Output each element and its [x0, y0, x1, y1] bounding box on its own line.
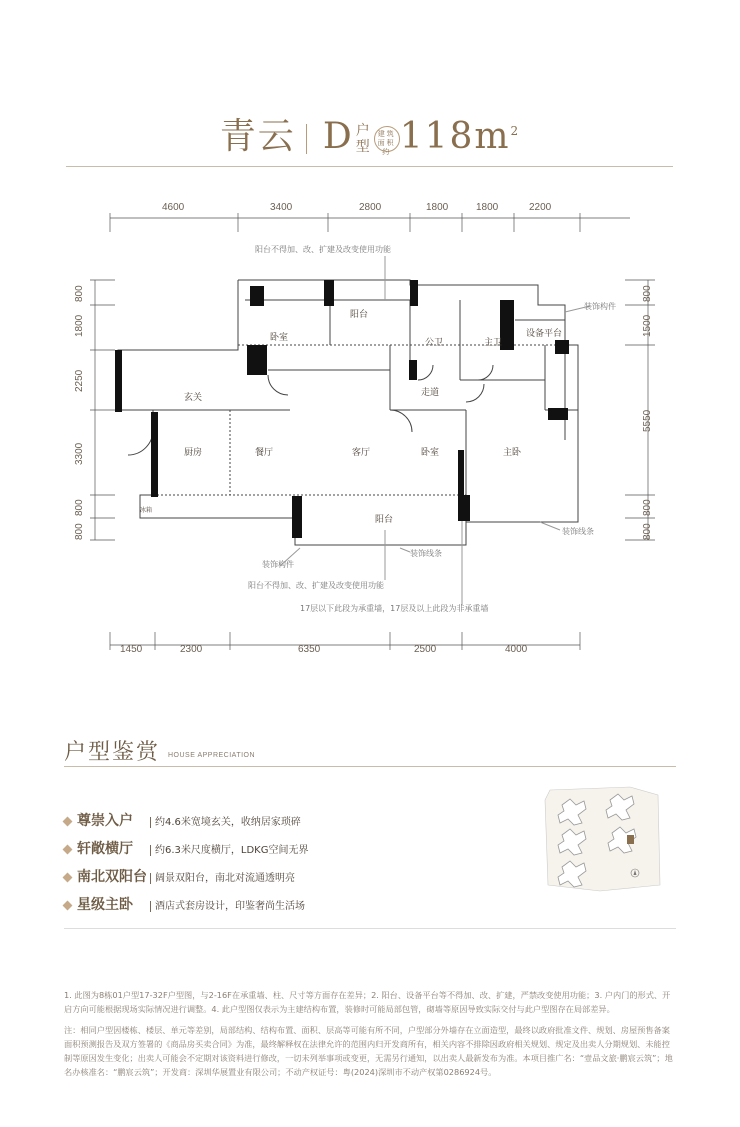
dim-right-2: 1500	[642, 314, 653, 337]
dim-bottom-3: 6350	[298, 644, 321, 655]
deco-part-right: 装饰构件	[584, 302, 616, 311]
disclaimer: 注：相同户型因楼栋、楼层、单元等差别，局部结构、结构布置、面积、层高等可能有所不同，户型部分外墙存在立面造型，最终以政府批准文件、规划、房屋预售备案面积预测报告及双方签署的《商品房买卖合同》为准，最终解释权在法律允许的范围内归开发商所有，相关内容不排除因政府相关规划、规定及出卖人分期规划、未能控制等原因发生变化；出卖人可能会不定期对该资料进行修改，一切未列举事项或变更，无需另行通知，以出卖人最新发布为准。本项目推广名：“壹品文旅·鹏宸云筑”；地名办核准名：“鹏宸云筑”；开发商：深圳华展置业有限公司；不动产权证号：粤(2024)深圳市不动产权第0286924号。	[64, 1025, 673, 1077]
room-public-bath: 公卫	[425, 338, 444, 348]
dim-top-2: 3400	[270, 202, 293, 213]
notes-rule	[64, 928, 676, 929]
feature-3-desc: 阔景双阳台，南北对流通透明亮	[150, 869, 295, 884]
title-divider	[306, 124, 317, 154]
feature-4-desc: 酒店式套房设计，印鉴奢尚生活场	[150, 897, 305, 912]
project-name: 青云	[219, 116, 296, 157]
feature-2: 轩敞横厅	[64, 838, 133, 858]
diamond-icon	[63, 816, 73, 826]
dim-bottom-5: 4000	[505, 644, 528, 655]
deco-part-left: 装饰构件	[262, 560, 294, 569]
section-subtitle: HOUSE APPRECIATION	[168, 752, 256, 759]
diamond-icon	[63, 900, 73, 910]
dim-top-3: 2800	[359, 202, 382, 213]
diamond-icon	[63, 872, 73, 882]
section-rule	[64, 766, 676, 767]
deco-line-right: 装饰线条	[562, 527, 594, 536]
diamond-icon	[63, 844, 73, 854]
floor-plan-notes: 1. 此图为8栋01户型17-32F户型图，与2-16F在承重墙、柱、尺寸等方面存在差异；2. 阳台、设备平台等不得加、改、扩建，严禁改变使用功能；3. 户内门的形式、开启方向可能根据现场实际情况进行调整。4. 此户型图仅表示为主建结构布置，装修时可能局部包管，砌墙等原因导致实际交付与此户型图存在局部差异。	[64, 990, 671, 1014]
deco-line-bottom: 装饰线条	[410, 549, 442, 558]
dim-left-1: 800	[74, 285, 85, 302]
room-dining: 餐厅	[255, 448, 274, 458]
site-key-plan	[540, 785, 665, 895]
feature-3: 南北双阳台	[64, 866, 147, 886]
dim-top-1: 4600	[162, 202, 185, 213]
fridge-label: 冰箱	[140, 507, 153, 514]
dim-bottom-2: 2300	[180, 644, 203, 655]
feature-2-desc: 约6.3米尺度横厅，LDKG空间无界	[150, 841, 308, 856]
area-badge: 建筑 面积 约	[374, 126, 400, 152]
dim-bottom-1: 1450	[120, 644, 143, 655]
room-bedroom-2: 卧室	[421, 448, 440, 458]
dim-left-2: 1800	[74, 314, 85, 337]
section-title: 户型鉴赏	[64, 740, 161, 765]
room-kitchen: 厨房	[184, 448, 203, 458]
room-foyer: 玄关	[184, 393, 203, 403]
dim-top-6: 2200	[529, 202, 552, 213]
dim-left-6: 800	[74, 523, 85, 540]
dim-left-3: 2250	[74, 369, 85, 392]
dim-right-3: 5550	[642, 409, 653, 432]
dim-left-5: 800	[74, 499, 85, 516]
feature-1-desc: 约4.6米宽境玄关，收纳居家琐碎	[150, 813, 301, 828]
room-balcony-south: 阳台	[375, 515, 394, 525]
dim-top-5: 1800	[476, 202, 499, 213]
load-bearing-note: 17层以下此段为承重墙，17层及以上此段为非承重墙	[300, 604, 489, 613]
type-label: 户 型	[355, 123, 372, 155]
page-title	[0, 108, 740, 159]
area-unit-sup: 2	[510, 124, 521, 138]
area-value: 118m	[399, 116, 511, 157]
dim-left-4: 3300	[74, 442, 85, 465]
room-balcony-north: 阳台	[350, 310, 369, 320]
dim-top-4: 1800	[426, 202, 449, 213]
dim-right-1: 800	[642, 285, 653, 302]
dim-right-5: 800	[642, 523, 653, 540]
room-living: 客厅	[352, 448, 371, 458]
dim-right-4: 800	[642, 499, 653, 516]
room-master-bath: 主卫	[484, 338, 503, 348]
room-equipment-platform: 设备平台	[526, 329, 563, 339]
feature-4: 星级主卧	[64, 894, 133, 914]
title-rule	[66, 166, 673, 167]
type-letter: D	[322, 116, 354, 157]
floor-plan	[0, 180, 740, 660]
room-bedroom-1: 卧室	[270, 333, 289, 343]
balcony-note-bottom: 阳台不得加、改、扩建及改变使用功能	[248, 581, 384, 590]
room-master-bedroom: 主卧	[503, 448, 522, 458]
dim-bottom-4: 2500	[414, 644, 437, 655]
balcony-note-top: 阳台不得加、改、扩建及改变使用功能	[255, 245, 391, 254]
current-unit-marker	[627, 835, 634, 844]
room-corridor: 走道	[421, 388, 440, 398]
feature-1: 尊崇入户	[64, 810, 133, 830]
